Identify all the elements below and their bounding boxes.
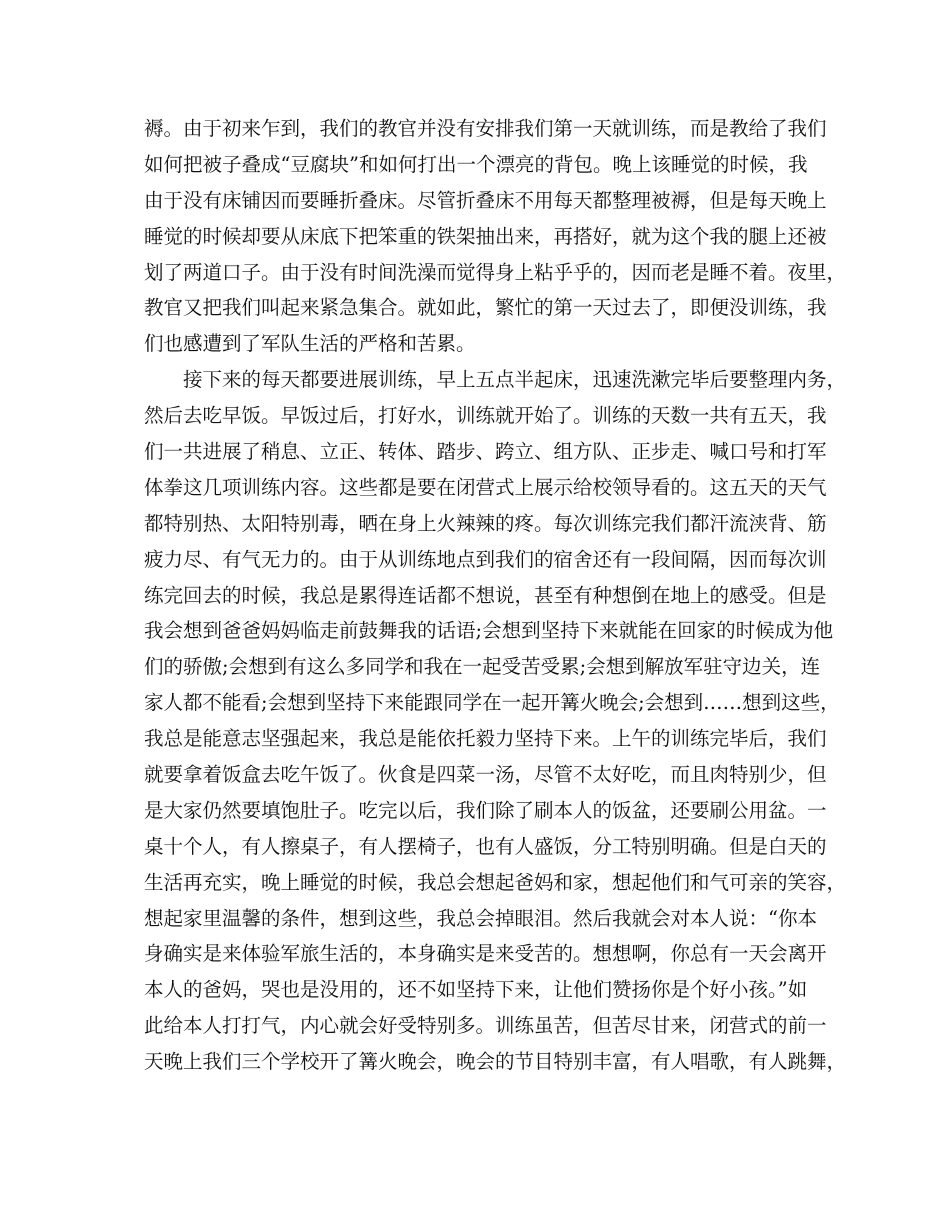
text-line: 体拳这几项训练内容。这些都是要在闭营式上展示给校领导看的。这五天的天气	[144, 475, 827, 499]
text-line: 家人都不能看;会想到坚持下来能跟同学在一起开篝火晚会;会想到……想到这些，	[144, 691, 840, 715]
text-line: 由于没有床铺因而要睡折叠床。尽管折叠床不用每天都整理被褥，但是每天晚上	[144, 188, 827, 212]
text-line: 们也感遭到了军队生活的严格和苦累。	[144, 332, 476, 356]
text-line: 就要拿着饭盒去吃午饭了。伙食是四菜一汤，尽管不太好吃，而且肉特别少，但	[144, 763, 827, 787]
text-line: 们的骄傲;会想到有这么多同学和我在一起受苦受累;会想到解放军驻守边关，连	[144, 655, 821, 679]
text-line: 我会想到爸爸妈妈临走前鼓舞我的话语;会想到坚持下来就能在回家的时候成为他	[144, 619, 834, 643]
text-line: 接下来的每天都要进展训练，早上五点半起床，迅速洗漱完毕后要整理内务，	[183, 368, 847, 392]
text-line: 我总是能意志坚强起来，我总是能依托毅力坚持下来。上午的训练完毕后，我们	[144, 727, 827, 751]
text-line: 都特别热、太阳特别毒，晒在身上火辣辣的疼。每次训练完我们都汗流浃背、筋	[144, 511, 827, 535]
text-line: 想起家里温馨的条件，想到这些，我总会掉眼泪。然后我就会对本人说：“你本	[144, 906, 817, 930]
text-line: 桌十个人，有人擦桌子，有人摆椅子，也有人盛饭，分工特别明确。但是白天的	[144, 834, 827, 858]
text-line: 们一共进展了稍息、立正、转体、踏步、跨立、组方队、正步走、喊口号和打军	[144, 440, 827, 464]
text-line: 然后去吃早饭。早饭过后，打好水，训练就开始了。训练的天数一共有五天，我	[144, 404, 827, 428]
paragraph-2	[144, 362, 847, 1080]
text-line: 划了两道口子。由于没有时间洗澡而觉得身上粘乎乎的，因而老是睡不着。夜里，	[144, 260, 847, 284]
text-line: 生活再充实，晚上睡觉的时候，我总会想起爸妈和家，想起他们和气可亲的笑容，	[144, 870, 847, 894]
text-line: 练完回去的时候，我总是累得连话都不想说，甚至有种想倒在地上的感受。但是	[144, 583, 827, 607]
text-line: 本人的爸妈，哭也是没用的，还不如坚持下来，让他们赞扬你是个好小孩。”如	[144, 978, 808, 1002]
text-line: 睡觉的时候却要从床底下把笨重的铁架抽出来，再搭好，就为这个我的腿上还被	[144, 224, 827, 248]
body-text	[144, 111, 847, 1080]
text-line: 如何把被子叠成“豆腐块”和如何打出一个漂亮的背包。晚上该睡觉的时候，我	[144, 152, 808, 176]
text-line: 此给本人打打气，内心就会好受特别多。训练虽苦，但苦尽甘来，闭营式的前一	[144, 1014, 827, 1038]
text-line: 身确实是来体验军旅生活的，本身确实是来受苦的。想想啊，你总有一天会离开	[144, 942, 827, 966]
text-line: 教官又把我们叫起来紧急集合。就如此，繁忙的第一天过去了，即便没训练，我	[144, 296, 827, 320]
text-line: 天晚上我们三个学校开了篝火晚会，晚会的节目特别丰富，有人唱歌，有人跳舞，	[144, 1050, 847, 1074]
paragraph-1	[144, 111, 847, 362]
text-line: 疲力尽、有气无力的。由于从训练地点到我们的宿舍还有一段间隔，因而每次训	[144, 547, 827, 571]
text-line: 是大家仍然要填饱肚子。吃完以后，我们除了刷本人的饭盆，还要刷公用盆。一	[144, 798, 827, 822]
text-line: 褥。由于初来乍到，我们的教官并没有安排我们第一天就训练，而是教给了我们	[144, 117, 827, 140]
